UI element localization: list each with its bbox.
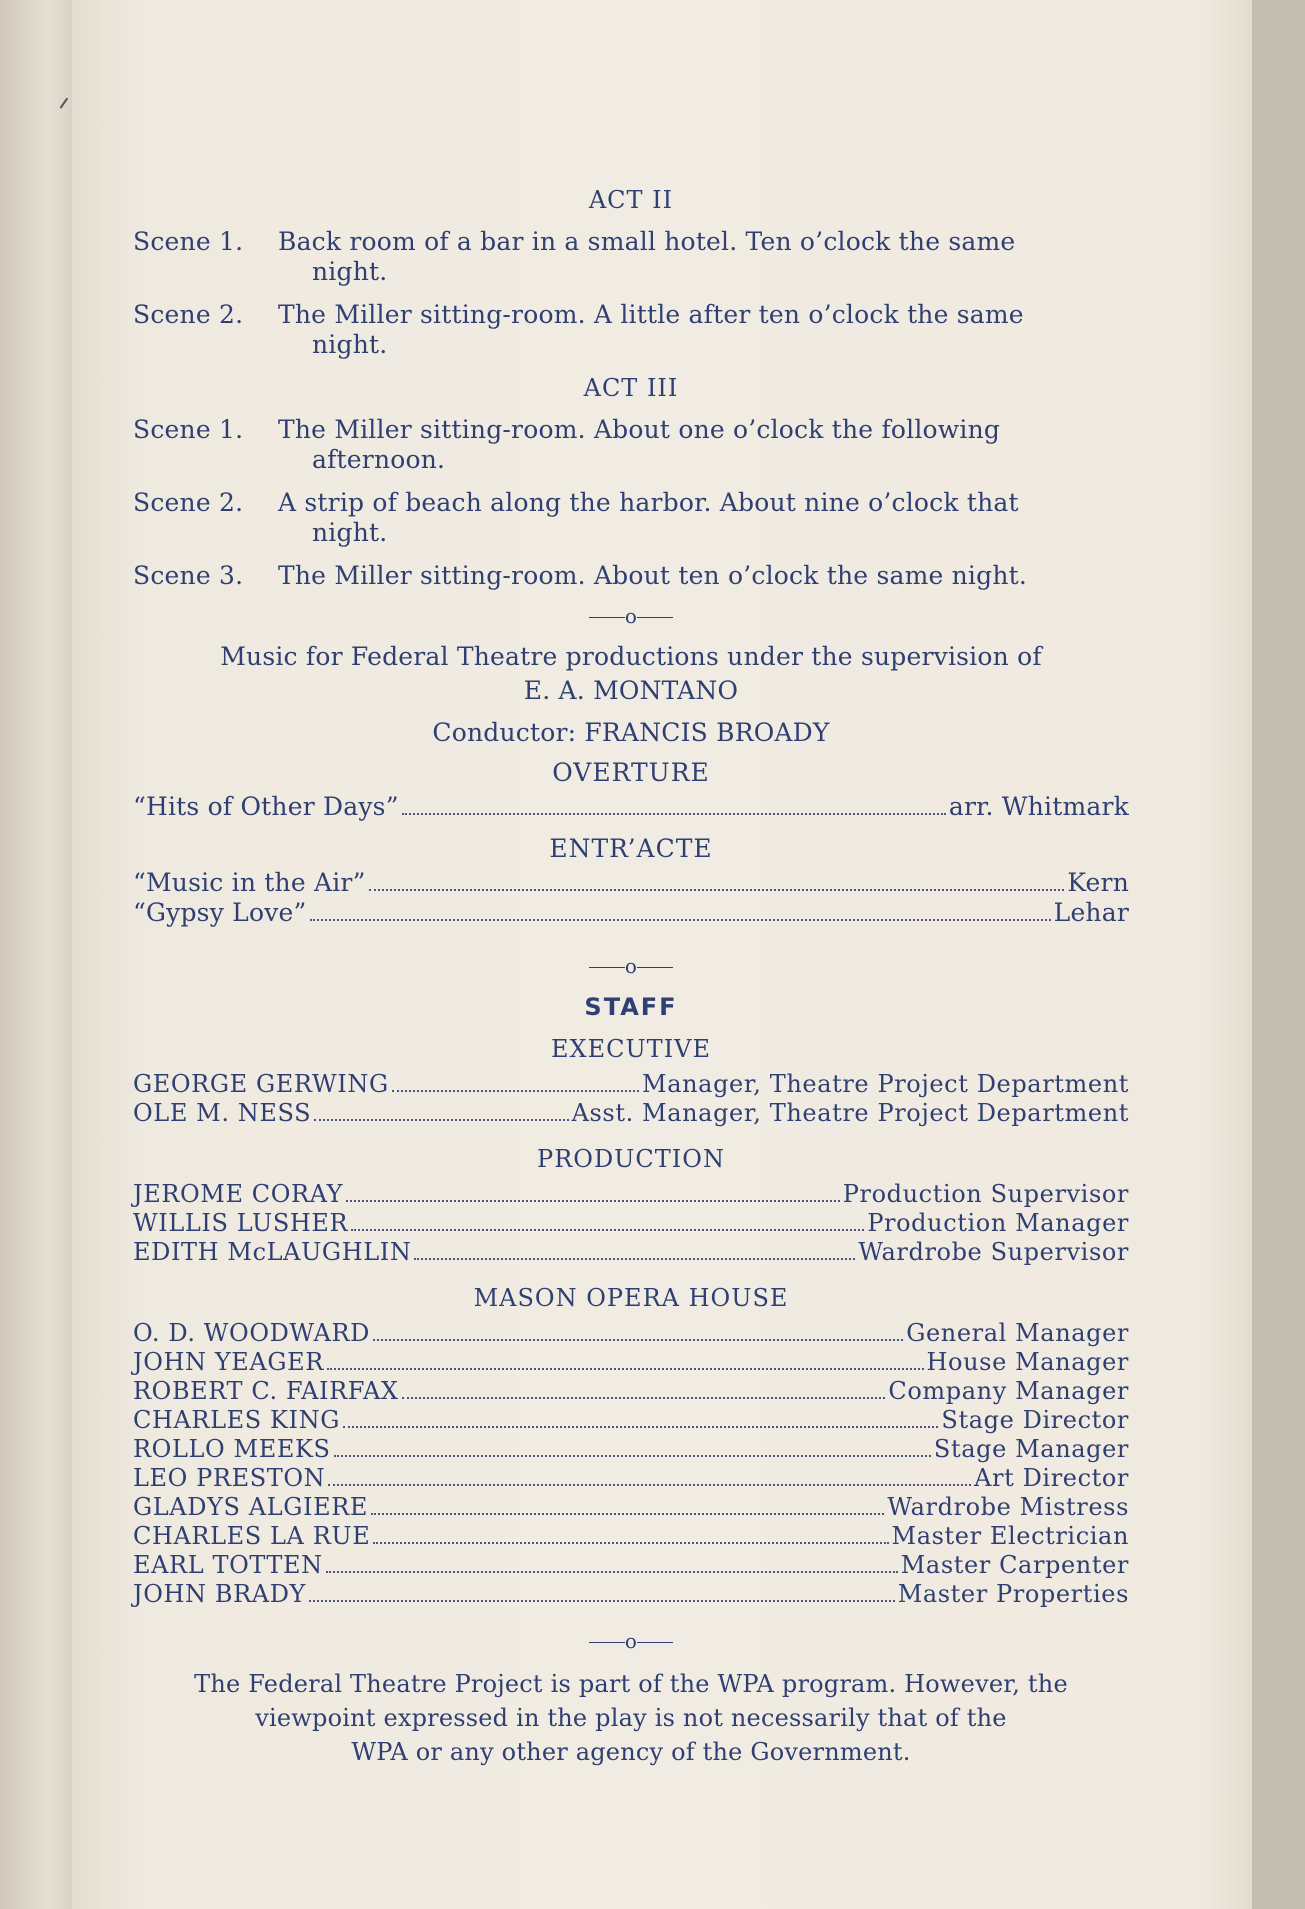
scene-description: The Miller sitting-room. About ten o’clock the same night.: [278, 561, 1028, 590]
dot-leader: [334, 1455, 931, 1457]
music-title: “Gypsy Love”: [133, 898, 307, 927]
music-supervisor-name: E. A. MONTANO: [523, 676, 739, 705]
dot-leader: [414, 1258, 855, 1260]
scene-description: A strip of beach along the harbor. About nine o’clock that: [278, 488, 1019, 517]
staff-name: JOHN YEAGER: [133, 1348, 324, 1376]
music-credit: arr. Whitmark: [948, 792, 1129, 821]
dot-leader: [392, 1090, 639, 1092]
staff-name: GEORGE GERWING: [133, 1070, 389, 1098]
background-margin: [1252, 0, 1305, 1909]
dot-leader: [371, 1513, 884, 1515]
music-credit: Lehar: [1053, 898, 1129, 927]
act-2-scenes: [133, 227, 1129, 360]
staff-row: [133, 1377, 1129, 1406]
scene-label: Scene 1.: [133, 415, 244, 444]
staff-role: Company Manager: [888, 1377, 1129, 1405]
act-3-scenes: [133, 415, 1129, 591]
dot-leader: [309, 1600, 895, 1602]
disclaimer-line: The Federal Theatre Project is part of the WPA program. However, the: [194, 1670, 1068, 1698]
scene-description-cont: afternoon.: [312, 445, 446, 474]
staff-name: ROLLO MEEKS: [133, 1435, 331, 1463]
dot-leader: [326, 1571, 898, 1573]
staff-row: [133, 1209, 1129, 1238]
entracte-heading: ENTR’ACTE: [549, 834, 713, 863]
music-credit: Kern: [1067, 868, 1129, 897]
staff-name: GLADYS ALGIERE: [133, 1493, 369, 1521]
staff-row: [133, 1435, 1129, 1464]
staff-role: Stage Director: [941, 1406, 1129, 1434]
staff-name: ROBERT C. FAIRFAX: [133, 1377, 399, 1405]
staff-heading: STAFF: [584, 993, 678, 1021]
music-row: [133, 898, 1129, 928]
act-3-heading: ACT III: [583, 374, 679, 402]
section-divider: o: [133, 954, 1129, 978]
staff-row: [133, 1522, 1129, 1551]
binding-edge: [0, 0, 72, 1909]
dot-leader: [402, 1397, 886, 1399]
program-content: [133, 185, 1129, 1769]
staff-role: Production Supervisor: [842, 1180, 1129, 1208]
staff-row: [133, 1070, 1129, 1099]
dot-leader: [402, 813, 946, 815]
scene-description-cont: night.: [312, 330, 388, 359]
staff-row: [133, 1406, 1129, 1435]
section-divider: o: [133, 1629, 1129, 1653]
dot-leader: [351, 1229, 864, 1231]
music-title: “Music in the Air”: [133, 868, 366, 897]
music-supervision-line: Music for Federal Theatre productions under the supervision of: [220, 642, 1042, 671]
scene-row: [133, 488, 1129, 548]
conductor-line: Conductor: FRANCIS BROADY: [432, 718, 830, 747]
staff-role: House Manager: [926, 1348, 1129, 1376]
scene-description-cont: night.: [312, 518, 388, 547]
staff-role: Wardrobe Supervisor: [858, 1238, 1129, 1266]
dot-leader: [373, 1339, 903, 1341]
staff-name: EDITH McLAUGHLIN: [133, 1238, 412, 1266]
staff-row: [133, 1464, 1129, 1493]
staff-role: Art Director: [974, 1464, 1129, 1492]
staff-row: [133, 1238, 1129, 1267]
executive-heading: EXECUTIVE: [550, 1035, 712, 1063]
production-heading: PRODUCTION: [537, 1145, 725, 1173]
music-title: “Hits of Other Days”: [133, 792, 399, 821]
dot-leader: [328, 1484, 971, 1486]
scene-row: [133, 300, 1129, 360]
scene-description: The Miller sitting-room. A little after ten o’clock the same: [278, 300, 1024, 329]
dot-leader: [314, 1119, 568, 1121]
overture-heading: OVERTURE: [552, 758, 710, 787]
staff-name: LEO PRESTON: [133, 1464, 326, 1492]
dot-leader: [369, 889, 1065, 891]
scene-label: Scene 2.: [133, 300, 244, 329]
staff-role: Master Electrician: [891, 1522, 1129, 1550]
scene-label: Scene 2.: [133, 488, 244, 517]
staff-role: Stage Manager: [933, 1435, 1129, 1463]
scene-description-cont: night.: [312, 257, 388, 286]
scene-description: Back room of a bar in a small hotel. Ten o’clock the same: [278, 227, 1016, 256]
staff-role: Master Carpenter: [900, 1551, 1129, 1579]
staff-name: JOHN BRADY: [133, 1580, 306, 1608]
staff-role: Production Manager: [867, 1209, 1129, 1237]
staff-role: Master Properties: [897, 1580, 1129, 1608]
dot-leader: [346, 1200, 840, 1202]
staff-name: CHARLES KING: [133, 1406, 341, 1434]
scene-label: Scene 3.: [133, 561, 244, 590]
opera-house-heading: MASON OPERA HOUSE: [473, 1284, 789, 1312]
dot-leader: [310, 919, 1051, 921]
dot-leader: [327, 1368, 924, 1370]
scene-description: The Miller sitting-room. About one o’clock the following: [278, 415, 1001, 444]
section-divider: o: [133, 604, 1129, 628]
staff-row: [133, 1319, 1129, 1348]
staff-row: [133, 1099, 1129, 1128]
music-row: [133, 792, 1129, 822]
staff-name: O. D. WOODWARD: [133, 1319, 370, 1347]
staff-name: EARL TOTTEN: [133, 1551, 323, 1579]
staff-name: CHARLES LA RUE: [133, 1522, 371, 1550]
scene-row: [133, 561, 1129, 591]
scene-label: Scene 1.: [133, 227, 244, 256]
wpa-disclaimer: [133, 1667, 1129, 1769]
disclaimer-line: viewpoint expressed in the play is not necessarily that of the: [255, 1704, 1007, 1732]
staff-row: [133, 1180, 1129, 1209]
music-row: [133, 868, 1129, 898]
staff-role: General Manager: [906, 1319, 1129, 1347]
staff-role: Manager, Theatre Project Department: [642, 1070, 1129, 1098]
staff-name: JEROME CORAY: [133, 1180, 344, 1208]
staff-name: OLE M. NESS: [133, 1099, 312, 1127]
staff-name: WILLIS LUSHER: [133, 1209, 349, 1237]
staff-row: [133, 1493, 1129, 1522]
staff-row: [133, 1551, 1129, 1580]
disclaimer-line: WPA or any other agency of the Government.: [351, 1738, 911, 1766]
staff-role: Wardrobe Mistress: [887, 1493, 1129, 1521]
staff-row: [133, 1348, 1129, 1377]
scene-row: [133, 227, 1129, 287]
act-2-heading: ACT II: [588, 186, 674, 214]
scene-row: [133, 415, 1129, 475]
staff-role: Asst. Manager, Theatre Project Department: [571, 1099, 1129, 1127]
dot-leader: [343, 1426, 938, 1428]
staff-row: [133, 1580, 1129, 1609]
dot-leader: [373, 1542, 888, 1544]
